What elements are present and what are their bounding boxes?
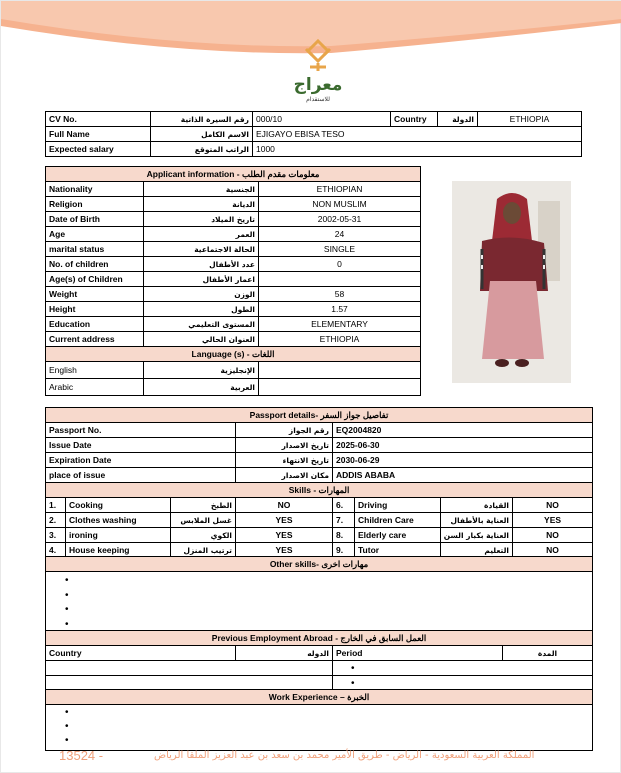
skill-number: 2. [46, 513, 66, 528]
field-label: Religion [46, 197, 144, 212]
field-label: Education [46, 317, 144, 332]
applicant-row [46, 287, 421, 302]
applicant-row [46, 272, 421, 287]
passport-row [46, 468, 593, 483]
field-label-ar: الجنسية [144, 182, 259, 197]
field-value: 58 [259, 287, 421, 302]
cv-no-label-ar: رقم السيرة الذاتية [151, 112, 253, 127]
field-label: Nationality [46, 182, 144, 197]
salary-label: Expected salary [46, 142, 151, 157]
field-value: SINGLE [259, 242, 421, 257]
applicant-row [46, 197, 421, 212]
footer-number: 13524 - [59, 748, 104, 763]
field-label-ar: الديانة [144, 197, 259, 212]
field-label-ar: المستوى التعليمي [144, 317, 259, 332]
skill-name-ar: الكوي [171, 528, 236, 543]
other-skill-bullet: • [65, 589, 69, 601]
field-label: No. of children [46, 257, 144, 272]
logo-subtitle: للاستقدام [306, 97, 330, 103]
cv-header-table [45, 111, 582, 157]
skill-name-ar: العناية بكبار السن [441, 528, 513, 543]
work-experience-table [45, 689, 593, 751]
skill-name-ar: الطبخ [171, 498, 236, 513]
passport-field-label: place of issue [46, 468, 236, 483]
skill-name: ironing [66, 528, 171, 543]
skill-value: YES [236, 543, 333, 558]
field-label: Current address [46, 332, 144, 347]
field-label: Height [46, 302, 144, 317]
field-value: ETHIOPIAN [259, 182, 421, 197]
field-label-ar: عدد الأطفال [144, 257, 259, 272]
cv-no-label: CV No. [46, 112, 151, 127]
applicant-photo [452, 181, 571, 383]
passport-field-label: Passport No. [46, 423, 236, 438]
skill-name-ar: التعليم [441, 543, 513, 558]
applicant-row [46, 227, 421, 242]
field-label: Age(s) of Children [46, 272, 144, 287]
employment-country-label-ar: الدوله [236, 646, 333, 661]
skill-number: 4. [46, 543, 66, 558]
full-name-value: EJIGAYO EBISA TESO [253, 127, 582, 142]
field-value: ETHIOPIA [259, 332, 421, 347]
passport-field-label-ar: تاريخ الاصدار [236, 438, 333, 453]
field-label-ar: الطول [144, 302, 259, 317]
field-label-ar: الوزن [144, 287, 259, 302]
passport-field-label-ar: تاريخ الانتهاء [236, 453, 333, 468]
language-label-ar: العربية [144, 379, 259, 396]
language-section-title: Language (s) - اللغات [46, 347, 421, 362]
skills-section-title: Skills - المهارات [46, 483, 593, 498]
applicant-row [46, 317, 421, 332]
work-experience-list [46, 705, 593, 751]
field-label-ar: الحالة الاجتماعية [144, 242, 259, 257]
passport-field-label: Expiration Date [46, 453, 236, 468]
skill-number: 6. [333, 498, 355, 513]
language-value [259, 379, 421, 396]
field-label: Weight [46, 287, 144, 302]
passport-field-label: Issue Date [46, 438, 236, 453]
language-value [259, 362, 421, 379]
other-skill-bullet: • [65, 618, 69, 630]
country-label-ar: الدولة [438, 112, 478, 127]
logo-name: معراج [293, 75, 343, 95]
applicant-row [46, 182, 421, 197]
employment-country-label: Country [46, 646, 236, 661]
skill-row [46, 498, 593, 513]
passport-field-label-ar: رقم الجواز [236, 423, 333, 438]
passport-field-value: EQ2004820 [333, 423, 593, 438]
field-label: Age [46, 227, 144, 242]
applicant-row [46, 242, 421, 257]
field-label-ar: اعمار الأطفال [144, 272, 259, 287]
logo-emblem-icon [298, 39, 338, 73]
applicant-row [46, 212, 421, 227]
salary-value: 1000 [253, 142, 582, 157]
skill-number: 9. [333, 543, 355, 558]
other-skill-bullet: • [65, 604, 69, 615]
language-label: Arabic [46, 379, 144, 396]
passport-field-value: 2025-06-30 [333, 438, 593, 453]
passport-row [46, 423, 593, 438]
country-value: ETHIOPIA [478, 112, 582, 127]
skill-name: Elderly care [355, 528, 441, 543]
language-row [46, 379, 421, 396]
field-label-ar: العمر [144, 227, 259, 242]
applicant-section-title: Applicant information - معلومات مقدم الطلب [46, 167, 421, 182]
skill-number: 3. [46, 528, 66, 543]
skill-value: YES [513, 513, 593, 528]
passport-details-table [45, 407, 593, 483]
passport-field-value: ADDIS ABABA [333, 468, 593, 483]
cv-no-value: 000/10 [253, 112, 391, 127]
field-label: Date of Birth [46, 212, 144, 227]
language-label: English [46, 362, 144, 379]
skill-name: Clothes washing [66, 513, 171, 528]
employment-bullet: • [333, 676, 593, 691]
field-value: 1.57 [259, 302, 421, 317]
footer-address: المملكة العربية السعودية - الرياض - طريق الأمير محمد بن سعد بن عبد العزيز الملقا الرياض [154, 750, 535, 761]
work-section-title: Work Experience – الخبرة [46, 690, 593, 705]
skill-name-ar: غسل الملابس [171, 513, 236, 528]
passport-section-title: Passport details- تفاصيل جواز السفر [46, 408, 593, 423]
employment-bullet: • [333, 661, 593, 676]
skill-row [46, 513, 593, 528]
company-logo [283, 39, 353, 103]
skill-name: Tutor [355, 543, 441, 558]
skill-name: Cooking [66, 498, 171, 513]
skill-name: House keeping [66, 543, 171, 558]
passport-field-value: 2030-06-29 [333, 453, 593, 468]
employment-section-title: Previous Employment Abroad - العمل السابق في الخارج [46, 631, 593, 646]
full-name-label: Full Name [46, 127, 151, 142]
field-label-ar: العنوان الحالي [144, 332, 259, 347]
field-label-ar: تاريخ الميلاد [144, 212, 259, 227]
skill-row [46, 528, 593, 543]
passport-row [46, 438, 593, 453]
person-photo-illustration [452, 181, 571, 383]
skill-name-ar: القيادة [441, 498, 513, 513]
skill-value: NO [513, 528, 593, 543]
work-bullet: • [65, 707, 69, 718]
other-skills-section-title: Other skills- مهارات اخرى [46, 557, 593, 572]
field-value: 2002-05-31 [259, 212, 421, 227]
language-label-ar: الإنجليزية [144, 362, 259, 379]
applicant-row [46, 257, 421, 272]
skill-name: Driving [355, 498, 441, 513]
applicant-row [46, 302, 421, 317]
skill-name-ar: العناية بالأطفال [441, 513, 513, 528]
field-value: 0 [259, 257, 421, 272]
employment-period-label-ar: المدة [503, 646, 593, 661]
skill-value: NO [513, 543, 593, 558]
skill-value: YES [236, 513, 333, 528]
skills-table [45, 482, 593, 558]
previous-employment-table [45, 630, 593, 691]
applicant-row [46, 332, 421, 347]
applicant-info-table [45, 166, 421, 396]
field-value: ELEMENTARY [259, 317, 421, 332]
skill-value: YES [236, 528, 333, 543]
other-skill-bullet: • [65, 575, 69, 586]
skill-value: NO [513, 498, 593, 513]
field-value: 24 [259, 227, 421, 242]
other-skills-table [45, 556, 593, 634]
language-row [46, 362, 421, 379]
skill-number: 8. [333, 528, 355, 543]
employment-country-cell [46, 661, 333, 676]
salary-label-ar: الراتب المتوقع [151, 142, 253, 157]
employment-period-label: Period [333, 646, 503, 661]
full-name-label-ar: الاسم الكامل [151, 127, 253, 142]
field-label: marital status [46, 242, 144, 257]
skill-number: 7. [333, 513, 355, 528]
field-value [259, 272, 421, 287]
country-label: Country [391, 112, 438, 127]
passport-row [46, 453, 593, 468]
skill-number: 1. [46, 498, 66, 513]
passport-field-label-ar: مكان الاصدار [236, 468, 333, 483]
footer [59, 748, 579, 766]
other-skills-list [46, 572, 593, 634]
skill-value: NO [236, 498, 333, 513]
field-value: NON MUSLIM [259, 197, 421, 212]
skill-name: Children Care [355, 513, 441, 528]
work-bullet: • [65, 735, 69, 746]
work-bullet: • [65, 721, 69, 732]
skill-name-ar: ترتيب المنزل [171, 543, 236, 558]
